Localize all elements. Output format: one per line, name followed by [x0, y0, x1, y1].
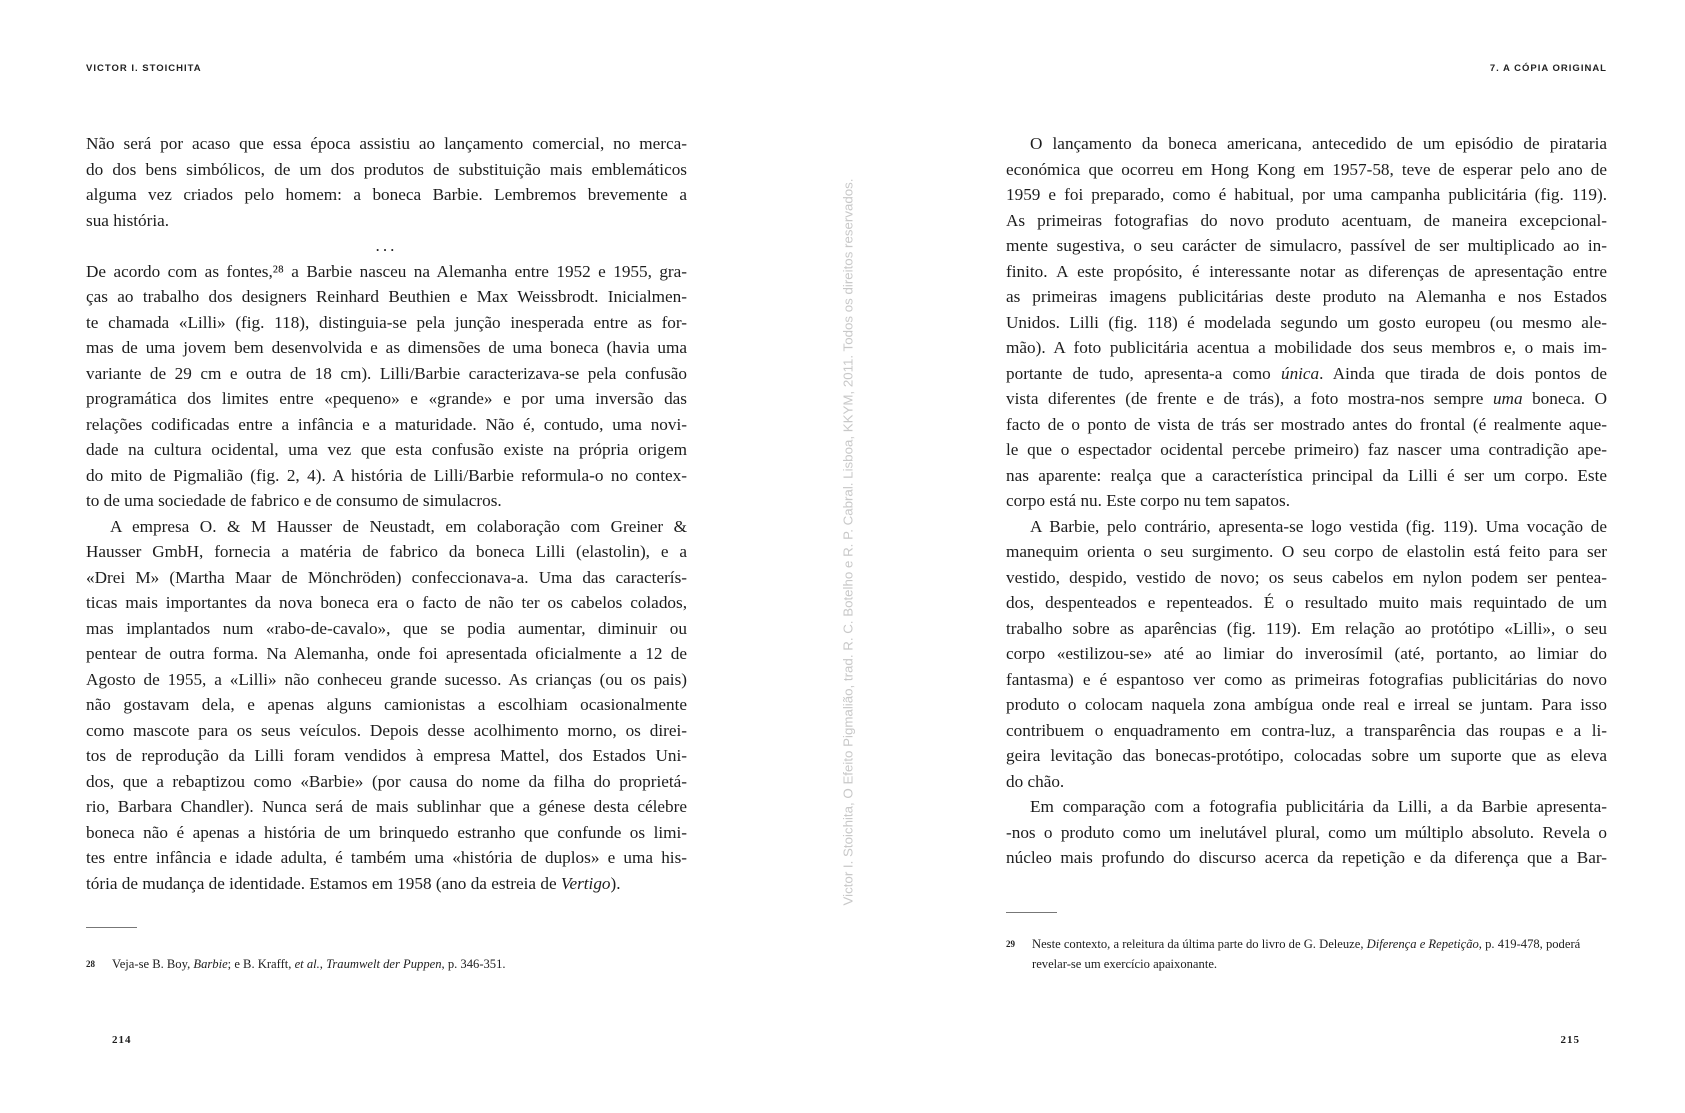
italic-text: Traumwelt der Puppen — [326, 957, 442, 971]
text-line: ticas mais importantes da nova boneca era o facto de não ter os cabelos colados, — [86, 593, 687, 612]
text-line: As primeiras fotografias do novo produto acentuam, de maneira excepcional- — [1006, 210, 1607, 230]
text-segment: ). — [610, 873, 621, 893]
text-line: dos, despenteados e repenteados. É o resultado muito mais requintado de um — [1006, 593, 1607, 612]
text-line: núcleo mais profundo do discurso acerca da repetição e da diferença que a Bar- — [1006, 848, 1607, 867]
footnote-text — [1006, 934, 1607, 974]
text-line: A Barbie, pelo contrário, apresenta-se logo vestida (fig. 119). Uma vocação de — [1030, 516, 1607, 536]
text-line: O lançamento da boneca americana, antecedido de um episódio de pirataria — [1030, 134, 1607, 153]
text-line: relações codificadas entre a infância e a maturidade. Não é, contudo, uma novi- — [86, 414, 687, 434]
text-segment: boneca. O — [1522, 389, 1607, 408]
italic-text: única — [1280, 363, 1320, 383]
text-line: contribuem o enquadramento em contra-luz, a transparência das roupas e a li- — [1006, 720, 1607, 740]
text-segment: , p. 346-351. — [441, 957, 506, 971]
text-line: le que o espectador ocidental percebe primeiro) faz nascer uma contradição ape- — [1006, 440, 1607, 459]
footnote-line — [1032, 934, 1607, 954]
italic-text: et al. — [294, 957, 320, 971]
text-line: do chão. — [1006, 771, 1065, 791]
text-line: mas implantados num «rabo-de-cavalo», que se podia aumentar, diminuir ou — [86, 618, 687, 638]
text-line: Unidos. Lilli (fig. 118) é modelada segundo um gosto europeu (ou mesmo ale- — [1006, 312, 1607, 332]
text-segment: , p. 419-478, poderá — [1478, 937, 1581, 951]
text-line: to de uma sociedade de fabrico e de consumo de simulacros. — [86, 491, 502, 510]
left-page-body — [86, 131, 687, 896]
italic-text: Vertigo — [560, 873, 611, 893]
italic-text: uma — [1492, 389, 1523, 408]
paragraph — [86, 259, 687, 514]
text-line: não gostavam dela, e apenas alguns camionistas a escolhiam ocasionalmente — [86, 695, 687, 714]
text-line: do dos bens simbólicos, de um dos produtos de substituição mais emblemáticos — [86, 159, 687, 179]
section-break: ... — [375, 236, 398, 255]
running-head-left: VICTOR I. STOICHITA — [86, 63, 202, 74]
text-line: variante de 29 cm e outra de 18 cm). Lilli/Barbie caracterizava-se pela confusão — [86, 363, 687, 383]
paragraph — [1006, 131, 1607, 514]
text-line: as primeiras imagens publicitárias deste produto na Alemanha e nos Estados — [1006, 287, 1607, 306]
right-page-body — [1006, 131, 1607, 871]
text-line: «Drei M» (Martha Maar de Mönchröden) confeccionava-a. Uma das caracterís- — [86, 567, 687, 587]
text-line: produto o colocam naquela zona ambígua onde real e irreal se juntam. Para isso — [1006, 695, 1607, 714]
text-line: Agosto de 1955, a «Lilli» não conheceu grande sucesso. As crianças (ou os pais) — [86, 669, 687, 689]
text-line: como mascote para os seus veículos. Depois desse acolhimento morno, os direi- — [86, 720, 687, 740]
text-line: geira levitação das bonecas-protótipo, colocadas sobre um suporte que as eleva — [1006, 746, 1607, 765]
text-line: corpo está nu. Este corpo nu tem sapatos. — [1006, 491, 1290, 510]
text-line: alguma vez criados pelo homem: a boneca Barbie. Lembremos brevemente a — [86, 185, 687, 204]
page-number-right: 215 — [1560, 1034, 1580, 1046]
text-line: boneca não é apenas a história de um brinquedo estranho que confunde os limi- — [86, 822, 687, 842]
text-segment: , — [319, 957, 327, 971]
text-line: mente sugestiva, o seu carácter de simulacro, passível de ser multiplicado ao in- — [1006, 236, 1607, 255]
text-line: mão). A foto publicitária acentua a mobilidade dos seus membros e, o mais im- — [1006, 338, 1607, 357]
text-line: manequim orienta o seu surgimento. O seu corpo de elastolin está feito para ser — [1006, 542, 1607, 561]
paragraph — [86, 514, 687, 897]
text-line: 1959 e foi preparado, como é habitual, por uma campanha publicitária (fig. 119). — [1006, 185, 1607, 204]
text-line: Hausser GmbH, fornecia a matéria de fabrico da boneca Lilli (elastolin), e a — [86, 542, 687, 561]
text-line: económica que ocorreu em Hong Kong em 1957-58, teve de esperar pelo ano de — [1006, 159, 1607, 179]
text-segment: portante de tudo, apresenta-a como — [1006, 363, 1281, 383]
text-line: Não será por acaso que essa época assistiu ao lançamento comercial, no merca- — [86, 134, 687, 153]
text-segment: revelar-se um exercício apaixonante. — [1032, 957, 1218, 971]
text-line: A empresa O. & M Hausser de Neustadt, em colaboração com Greiner & — [110, 516, 687, 536]
text-line: -nos o produto como um inelutável plural, como um múltiplo absoluto. Revela o — [1006, 822, 1607, 842]
text-segment: Veja-se B. Boy, — [112, 957, 194, 971]
italic-text: Diferença e Repetição — [1366, 937, 1479, 951]
text-line — [86, 871, 687, 897]
text-line — [1006, 361, 1607, 387]
text-line: corpo «estilizou-se» até ao limiar do inverosímil (até, portanto, ao limiar do — [1006, 644, 1607, 663]
text-line: dos, que a rebaptizou como «Barbie» (por causa do nome da filha do proprietá- — [86, 771, 687, 791]
footnote-text — [86, 954, 687, 974]
text-segment: vista diferentes (de frente e de trás), a foto mostra-nos sempre — [1006, 389, 1493, 408]
text-line: mas de uma jovem bem desenvolvida e as dimensões de uma boneca (havia uma — [86, 338, 687, 357]
footnote-28 — [86, 954, 687, 974]
text-segment: ; e B. Krafft, — [227, 957, 295, 971]
text-line: facto de o ponto de vista de trás ser mostrado antes do frontal (é realmente aque- — [1006, 414, 1607, 434]
footnote-line — [1032, 954, 1607, 974]
text-segment: tória de mudança de identidade. Estamos em 1958 (ano da estreia de — [86, 873, 561, 893]
text-line: dade na cultura ocidental, uma vez que esta confusão existe na própria origem — [86, 440, 687, 459]
paragraph — [1006, 514, 1607, 795]
text-line: te chamada «Lilli» (fig. 118), distinguia-se pela junção inesperada entre as for- — [86, 312, 687, 332]
text-segment: . Ainda que tirada de dois pontos de — [1319, 363, 1607, 383]
footnote-divider-left — [86, 927, 137, 928]
text-line: sua história. — [86, 210, 170, 230]
paragraph — [1006, 794, 1607, 871]
text-line: tes entre infância e idade adulta, é também uma «história de duplos» e uma his- — [86, 848, 687, 867]
text-segment: Neste contexto, a releitura da última parte do livro de G. Deleuze, — [1032, 937, 1367, 951]
text-line: nas aparente: realça que a característica principal da Lilli é ser um corpo. Este — [1006, 465, 1607, 485]
text-line: pentear de outra forma. Na Alemanha, onde foi apresentada oficialmente a 12 de — [86, 644, 687, 663]
copyright-watermark: Victor I. Stoichita, O Efeito Pigmalião, trad. R. C. Botelho e R. P. Cabral. Lisboa, KKYM, 2011. Todos os direitos reservados. — [840, 178, 856, 906]
text-line: tos de reprodução da Lilli foram vendidos à empresa Mattel, dos Estados Uni- — [86, 746, 687, 765]
italic-text: Barbie — [193, 957, 228, 971]
running-head-right: 7. A CÓPIA ORIGINAL — [1489, 63, 1607, 74]
text-line: do mito de Pigmalião (fig. 2, 4). A história de Lilli/Barbie reformula-o no contex- — [86, 465, 687, 485]
text-line: finito. A este propósito, é interessante notar as diferenças de apresentação entre — [1006, 261, 1607, 281]
text-line: rio, Barbara Chandler). Nunca será de mais sublinhar que a génese desta célebre — [86, 797, 687, 816]
text-line: De acordo com as fontes,²⁸ a Barbie nasceu na Alemanha entre 1952 e 1955, gra- — [86, 261, 687, 281]
text-line: programática dos limites entre «pequeno» e «grande» e por uma inversão das — [86, 389, 687, 408]
footnote-divider-right — [1006, 912, 1057, 913]
text-line: ças ao trabalho dos designers Reinhard Beuthien e Max Weissbrodt. Inicialmen- — [86, 287, 687, 306]
footnote-number: 29 — [1006, 939, 1015, 949]
text-line: vestido, despido, vestido de novo; os seus cabelos em nylon podem ser pentea- — [1006, 567, 1607, 587]
text-line: Em comparação com a fotografia publicitária da Lilli, a da Barbie apresenta- — [1030, 797, 1607, 816]
footnote-29 — [1006, 934, 1607, 974]
footnote-number: 28 — [86, 959, 95, 969]
text-line: trabalho sobre as aparências (fig. 119). Em relação ao protótipo «Lilli», o seu — [1006, 618, 1607, 638]
text-line: fantasma) e é espantoso ver como as primeiras fotografias publicitárias do novo — [1006, 669, 1607, 689]
paragraph — [86, 131, 687, 233]
page-number-left: 214 — [112, 1034, 132, 1046]
text-line — [1006, 386, 1607, 412]
